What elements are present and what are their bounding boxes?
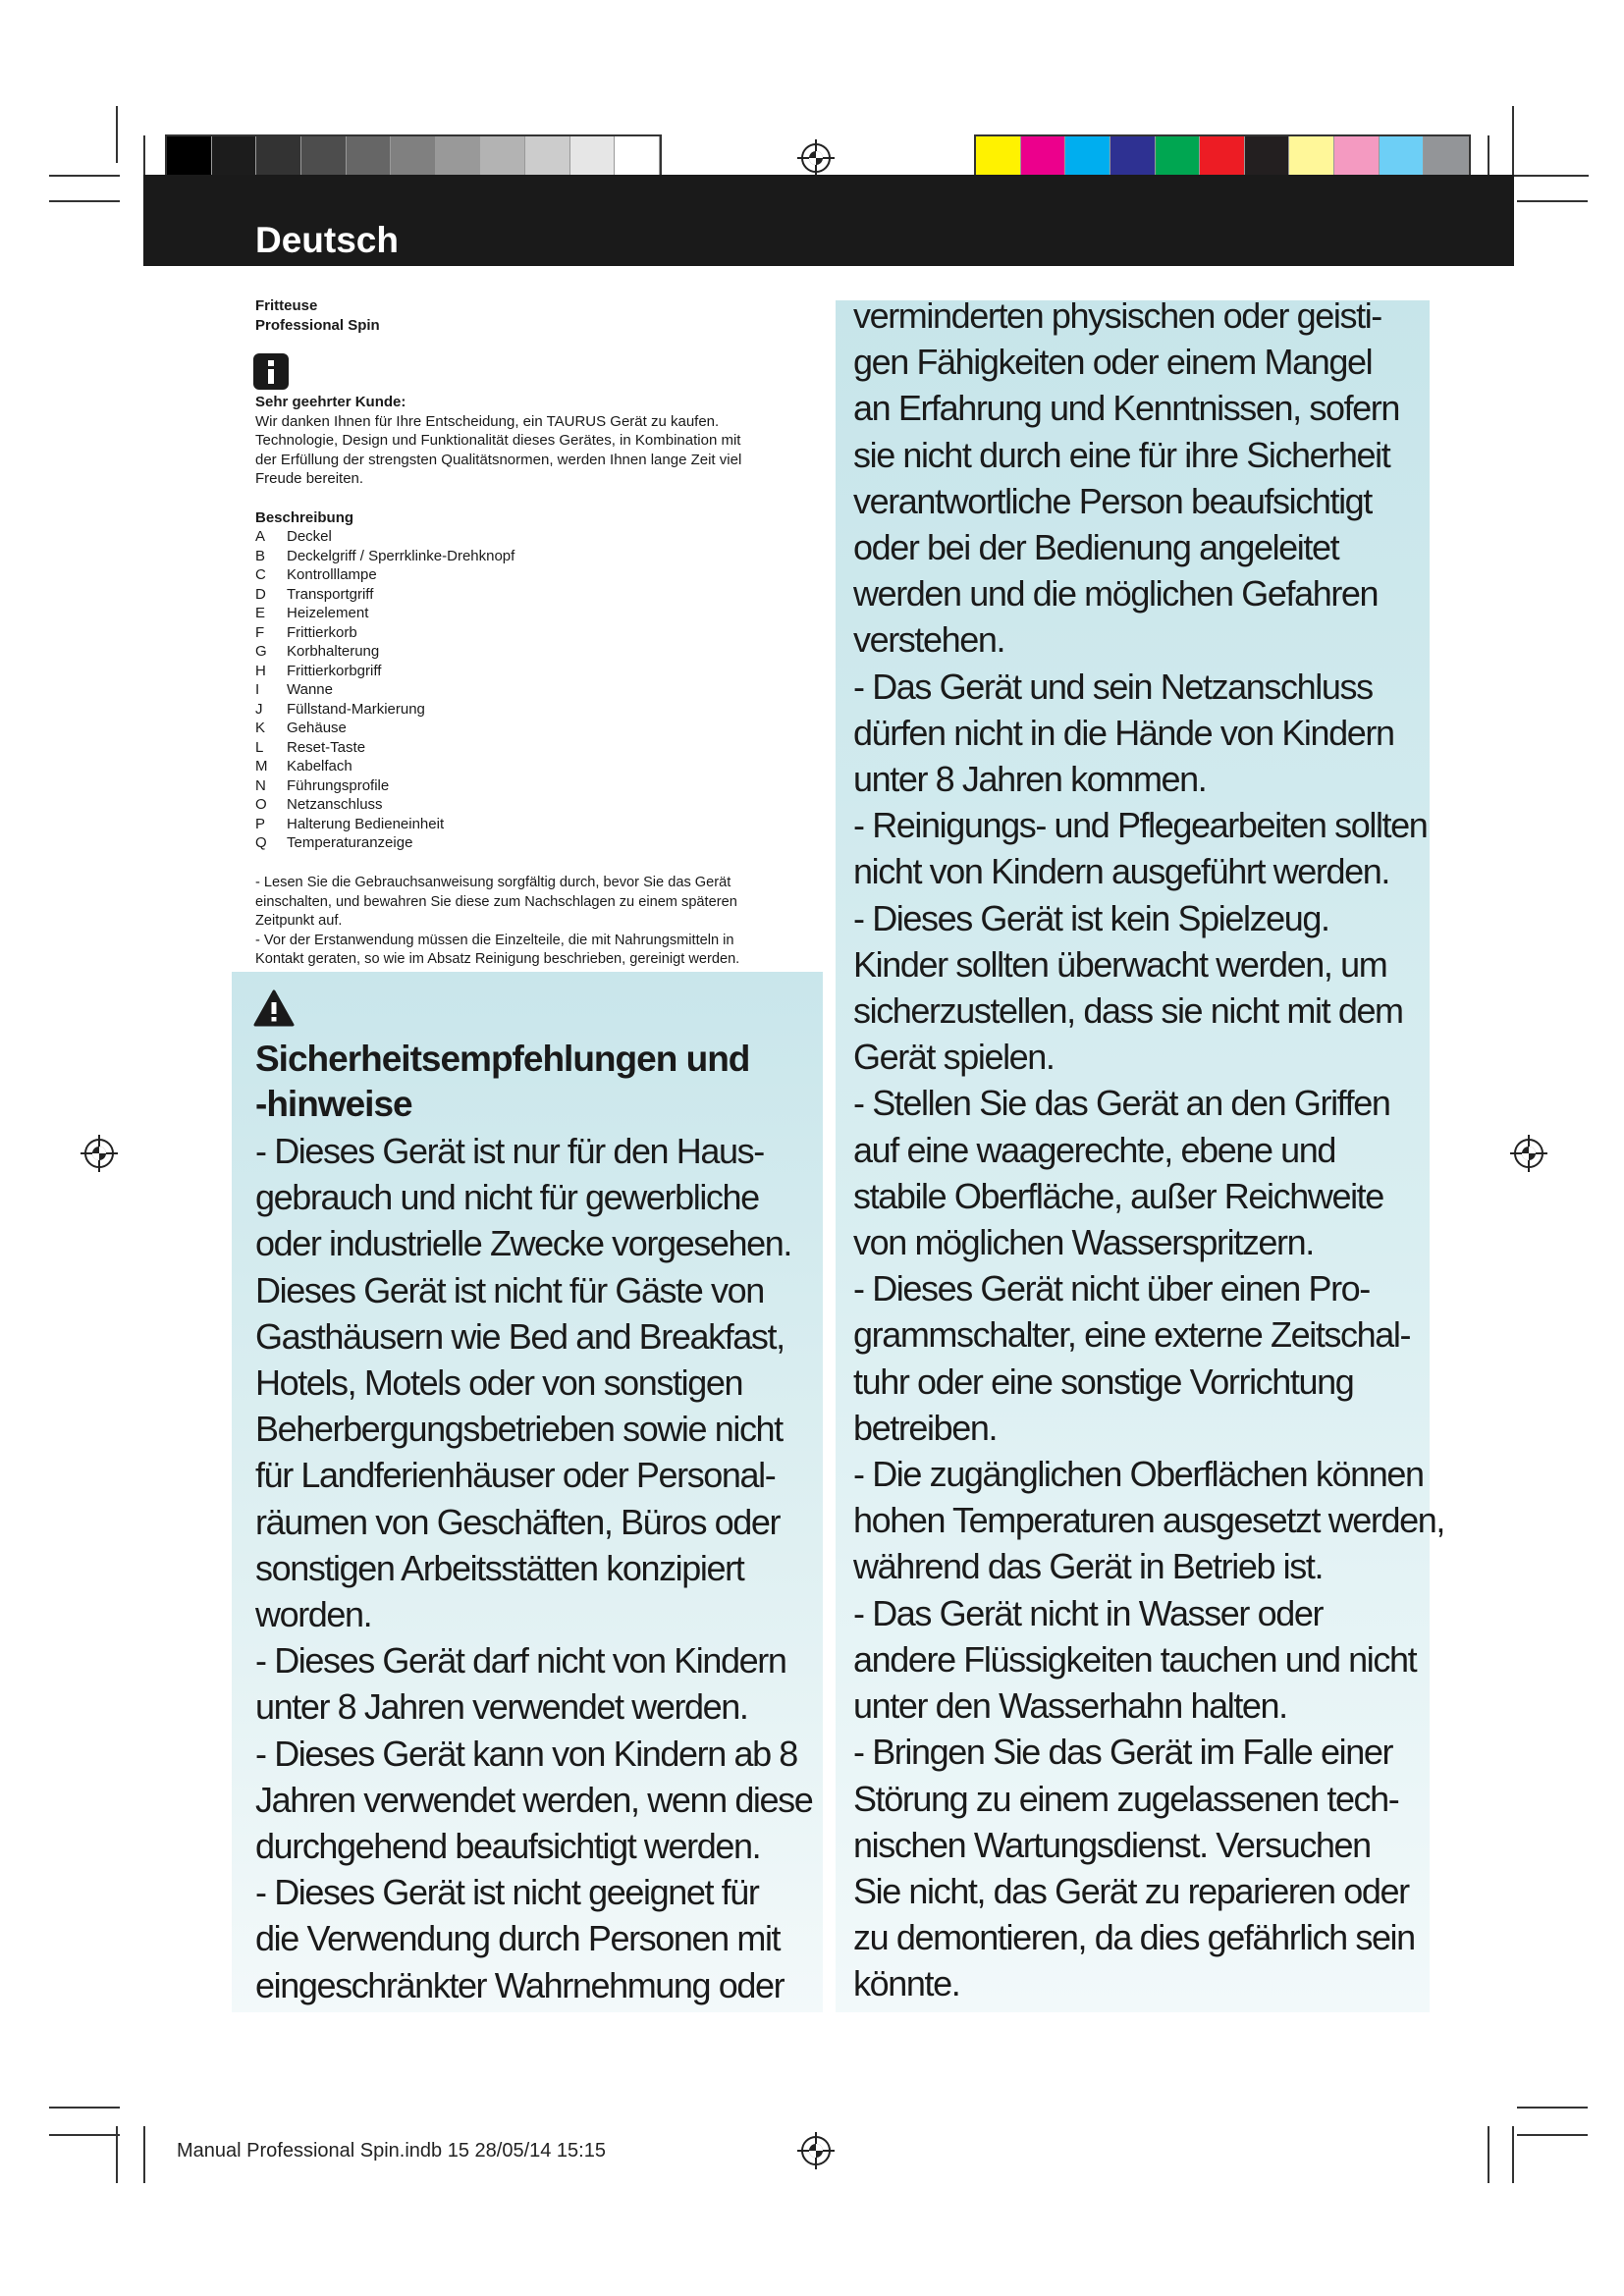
color-swatch [1289, 136, 1334, 180]
greeting-line: Freude bereiten. [255, 470, 364, 487]
crop-mark [49, 175, 120, 177]
description-item-label: Füllstand-Markierung [287, 700, 425, 718]
description-item [255, 700, 628, 720]
safety-line: oder bei der Bedienung angeleitet [853, 527, 1339, 568]
safety-line: zu demontieren, da dies gefährlich sein [853, 1917, 1415, 1958]
safety-line: an Erfahrung und Kenntnissen, sofern [853, 388, 1400, 429]
safety-line: unter 8 Jahren verwendet werden. [255, 1686, 748, 1728]
description-item-label: Frittierkorb [287, 623, 357, 641]
safety-line: Gasthäusern wie Bed and Breakfast, [255, 1315, 785, 1357]
description-item [255, 795, 628, 815]
crop-mark [1488, 135, 1489, 177]
color-swatch [525, 136, 570, 180]
notes [255, 874, 805, 970]
safety-line: für Landferienhäuser oder Personal- [255, 1455, 776, 1496]
description-item-label: Heizelement [287, 605, 369, 621]
color-swatch [1380, 136, 1425, 180]
safety-line: - Dieses Gerät ist kein Spielzeug. [853, 897, 1329, 938]
color-swatch [256, 136, 301, 180]
description-item [255, 833, 628, 853]
safety-line: die Verwendung durch Personen mit [255, 1918, 781, 1959]
description-item-key: C [255, 566, 266, 583]
description-item [255, 642, 628, 662]
description-item [255, 623, 628, 643]
description-item-key: Q [255, 834, 267, 851]
description-item-key: G [255, 643, 267, 660]
color-swatch [976, 136, 1021, 180]
safety-line: während das Gerät in Betrieb ist. [853, 1546, 1324, 1587]
description-item-label: Deckelgriff / Sperrklinke-Drehknopf [287, 547, 515, 564]
registration-mark-icon [797, 2132, 835, 2169]
safety-heading-line: Sicherheitsempfehlungen und [255, 1039, 750, 1079]
description-title: Beschreibung [255, 509, 354, 526]
color-swatch [1334, 136, 1380, 180]
color-swatch [212, 136, 257, 180]
language-title: Deutsch [255, 220, 399, 260]
color-swatch [615, 136, 660, 180]
safety-line: verstehen. [853, 619, 1005, 661]
color-swatch [301, 136, 347, 180]
description-item [255, 585, 628, 605]
description-item-key: K [255, 720, 266, 736]
safety-line: - Dieses Gerät darf nicht von Kindern [255, 1640, 786, 1682]
crop-mark [49, 2134, 120, 2136]
description-item-label: Halterung Bedieneinheit [287, 815, 445, 832]
color-swatch [1424, 136, 1469, 180]
registration-mark-icon [797, 139, 835, 177]
crop-mark [1512, 106, 1514, 175]
description-item-label: Frittierkorbgriff [287, 662, 382, 679]
safety-line: andere Flüssigkeiten tauchen und nicht [853, 1638, 1417, 1680]
description-item [255, 738, 628, 758]
safety-line: könnte. [853, 1963, 960, 2004]
registration-mark-icon [81, 1135, 118, 1172]
safety-line: werden und die möglichen Gefahren [853, 573, 1379, 614]
description-item-key: P [255, 815, 266, 832]
description-item [255, 719, 628, 738]
description-item-key: I [255, 681, 260, 698]
info-icon [253, 353, 289, 390]
safety-line: - Die zugänglichen Oberflächen können [853, 1454, 1424, 1495]
description-item-key: O [255, 796, 267, 813]
safety-line: Gerät spielen. [853, 1037, 1055, 1078]
safety-line: gen Fähigkeiten oder einem Mangel [853, 342, 1373, 383]
crop-mark [49, 200, 120, 202]
description-item-label: Gehäuse [287, 720, 347, 736]
safety-line: unter den Wasserhahn halten. [853, 1685, 1287, 1727]
crop-mark [143, 135, 145, 177]
safety-line: nischen Wartungsdienst. Versuchen [853, 1824, 1371, 1865]
description-item-key: M [255, 758, 268, 774]
description-item-key: B [255, 547, 266, 564]
description-item-label: Kabelfach [287, 758, 352, 774]
safety-line: durchgehend beaufsichtigt werden. [255, 1826, 761, 1867]
safety-line: gebrauch und nicht für gewerbliche [255, 1177, 759, 1218]
description-item-label: Netzanschluss [287, 796, 383, 813]
safety-line: nicht von Kindern ausgeführt werden. [853, 851, 1389, 892]
description-item-label: Führungsprofile [287, 776, 390, 794]
color-swatch [1065, 136, 1110, 180]
safety-line: räumen von Geschäften, Büros oder [255, 1501, 781, 1542]
description-item [255, 565, 628, 585]
safety-line: - Reinigungs- und Pflegearbeiten sollten [853, 805, 1428, 846]
description-item [255, 757, 628, 776]
description-item [255, 680, 628, 700]
description-item [255, 604, 628, 623]
safety-line: unter 8 Jahren kommen. [853, 759, 1207, 800]
safety-line: worden. [255, 1594, 372, 1635]
warning-icon [253, 989, 295, 1027]
description-list [255, 527, 628, 853]
description-item-label: Korbhalterung [287, 643, 380, 660]
description-item-label: Wanne [287, 681, 333, 698]
safety-line: verantwortliche Person beaufsichtigt [853, 480, 1372, 521]
language-header-bar [143, 175, 1514, 266]
safety-line: - Dieses Gerät kann von Kindern ab 8 [255, 1733, 797, 1774]
safety-line: Kinder sollten überwacht werden, um [853, 943, 1387, 985]
safety-heading-line: -hinweise [255, 1084, 412, 1124]
safety-line: - Bringen Sie das Gerät im Falle einer [853, 1732, 1393, 1773]
description-item-label: Kontrolllampe [287, 566, 377, 583]
color-swatch [1021, 136, 1066, 180]
safety-line: hohen Temperaturen ausgesetzt werden, [853, 1500, 1444, 1541]
description-item-label: Transportgriff [287, 585, 374, 603]
safety-line: eingeschränkter Wahrnehmung oder [255, 1964, 785, 2005]
color-swatch [167, 136, 212, 180]
description-item-key: E [255, 605, 266, 621]
color-swatch [1110, 136, 1156, 180]
crop-mark [1517, 2134, 1588, 2136]
color-swatch [347, 136, 392, 180]
color-swatch [1200, 136, 1245, 180]
description-item-key: N [255, 776, 266, 794]
color-swatch [391, 136, 436, 180]
description-item-key: H [255, 662, 266, 679]
safety-line: - Dieses Gerät ist nicht geeignet für [255, 1872, 759, 1913]
registration-mark-icon [1510, 1135, 1547, 1172]
description-item [255, 547, 628, 566]
safety-line: - Dieses Gerät nicht über einen Pro- [853, 1268, 1370, 1309]
safety-line: - Das Gerät nicht in Wasser oder [853, 1592, 1324, 1633]
crop-mark [1488, 2126, 1489, 2183]
color-swatch [480, 136, 525, 180]
safety-line: Jahren verwendet werden, wenn diese [255, 1779, 813, 1820]
safety-line: Dieses Gerät ist nicht für Gäste von [255, 1269, 764, 1310]
description-item [255, 815, 628, 834]
safety-text-right [853, 293, 1444, 2007]
crop-mark [116, 106, 118, 163]
crop-mark [1517, 200, 1588, 202]
safety-line: von möglichen Wasserspritzern. [853, 1222, 1314, 1263]
safety-line: sicherzustellen, dass sie nicht mit dem [853, 990, 1403, 1032]
safety-line: sonstigen Arbeitsstätten konzipiert [255, 1547, 744, 1588]
description-item-key: J [255, 700, 263, 718]
safety-line: sie nicht durch eine für ihre Sicherheit [853, 434, 1390, 475]
safety-line: - Stellen Sie das Gerät an den Griffen [853, 1083, 1390, 1124]
color-swatch [570, 136, 616, 180]
color-swatch [1156, 136, 1201, 180]
description-item-key: L [255, 738, 264, 756]
description-item-label: Deckel [287, 528, 332, 545]
note-line: - Vor der Erstanwendung müssen die Einzelteile, die mit Nahrungsmitteln in [255, 932, 734, 948]
description-item [255, 662, 628, 681]
description-item-key: A [255, 528, 266, 545]
color-swatch [1245, 136, 1290, 180]
safety-line: verminderten physischen oder geisti- [853, 295, 1381, 336]
description-item-key: D [255, 585, 266, 603]
product-name: Professional Spin [255, 317, 380, 334]
safety-text-left [255, 1128, 820, 2008]
note-line: - Lesen Sie die Gebrauchsanweisung sorgfältig durch, bevor Sie das Gerät [255, 875, 731, 890]
safety-line: betreiben. [853, 1407, 998, 1448]
crop-mark [1512, 2126, 1514, 2183]
safety-line: Hotels, Motels oder von sonstigen [255, 1362, 743, 1404]
note-line: Kontakt geraten, so wie im Absatz Reinigung beschrieben, gereinigt werden. [255, 951, 740, 967]
greeting [255, 393, 805, 489]
description-item [255, 776, 628, 796]
print-slug: Manual Professional Spin.indb 15 28/05/14 15:15 [177, 2140, 606, 2162]
safety-line: Sie nicht, das Gerät zu reparieren oder [853, 1870, 1409, 1911]
safety-line: Beherbergungsbetrieben sowie nicht [255, 1409, 783, 1450]
greeting-line: der Erfüllung der strengsten Qualitätsnormen, werden Ihnen lange Zeit viel [255, 451, 742, 468]
crop-mark [1517, 2107, 1588, 2109]
description-item-label: Temperaturanzeige [287, 834, 413, 851]
greeting-salutation: Sehr geehrter Kunde: [255, 394, 406, 410]
crop-mark [49, 2107, 120, 2109]
description-item-label: Reset-Taste [287, 738, 366, 756]
safety-line: - Das Gerät und sein Netzanschluss [853, 666, 1373, 707]
crop-mark [143, 2126, 145, 2183]
safety-line: tuhr oder eine sonstige Vorrichtung [853, 1361, 1354, 1402]
note-line: einschalten, und bewahren Sie diese zum Nachschlagen zu einem späteren [255, 893, 737, 910]
description-item-key: F [255, 623, 265, 641]
description-item [255, 527, 628, 547]
product-type: Fritteuse [255, 297, 318, 314]
greeting-line: Wir danken Ihnen für Ihre Entscheidung, ein TAURUS Gerät zu kaufen. [255, 412, 720, 430]
safety-line: auf eine waagerechte, ebene und [853, 1129, 1336, 1170]
safety-line: Störung zu einem zugelassenen tech- [853, 1778, 1399, 1819]
safety-line: oder industrielle Zwecke vorgesehen. [255, 1223, 791, 1264]
safety-line: dürfen nicht in die Hände von Kindern [853, 712, 1394, 753]
note-line: Zeitpunkt auf. [255, 913, 343, 929]
safety-line: grammschalter, eine externe Zeitschal- [853, 1314, 1411, 1356]
safety-line: - Dieses Gerät ist nur für den Haus- [255, 1131, 764, 1171]
safety-heading [255, 1037, 749, 1127]
greeting-line: Technologie, Design und Funktionalität dieses Gerätes, in Kombination mit [255, 432, 741, 449]
color-swatch [436, 136, 481, 180]
safety-line: stabile Oberfläche, außer Reichweite [853, 1175, 1383, 1216]
